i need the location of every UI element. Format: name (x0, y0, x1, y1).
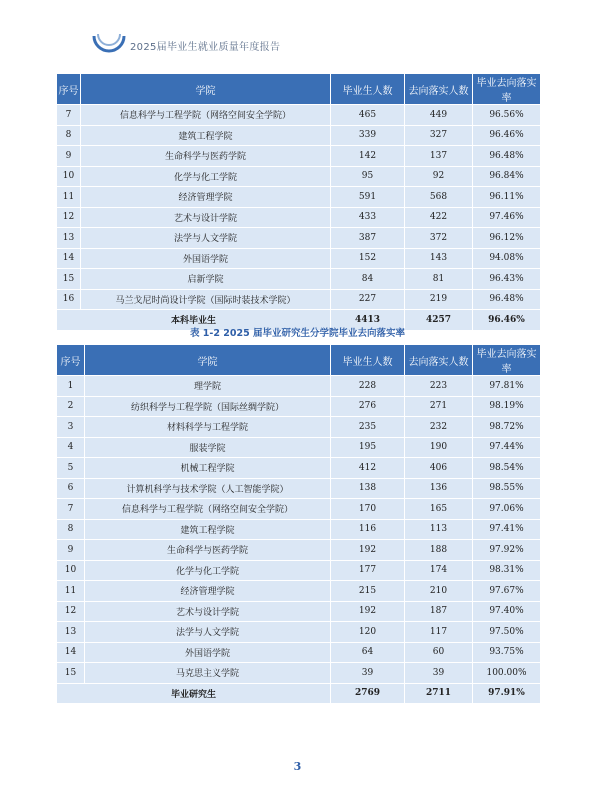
cell-graduates: 465 (331, 105, 405, 126)
cell-college: 纺织科学与工程学院（国际丝绸学院） (85, 396, 331, 417)
cell-placed: 136 (405, 478, 473, 499)
cell-index: 2 (57, 396, 85, 417)
table-row (57, 396, 541, 417)
table-caption: 表 1-2 2025 届毕业研究生分学院毕业去向落实率 (189, 328, 406, 339)
table-row (57, 417, 541, 438)
cell-college: 信息科学与工程学院（网络空间安全学院） (85, 499, 331, 520)
cell-rate: 93.75% (473, 642, 541, 663)
table-header-row (57, 74, 541, 105)
cell-graduates: 228 (331, 376, 405, 397)
table-row (57, 540, 541, 561)
cell-college: 艺术与设计学院 (81, 207, 331, 228)
table-row (57, 478, 541, 499)
cell-placed: 174 (405, 560, 473, 581)
cell-rate: 96.48% (473, 289, 541, 310)
cell-college: 艺术与设计学院 (85, 601, 331, 622)
cell-rate: 96.84% (473, 166, 541, 187)
table-row (57, 187, 541, 208)
cell-rate: 98.19% (473, 396, 541, 417)
total-placed: 4257 (405, 310, 473, 331)
cell-rate: 97.06% (473, 499, 541, 520)
table-row (57, 642, 541, 663)
cell-college: 计算机科学与技术学院（人工智能学院） (85, 478, 331, 499)
cell-rate: 97.81% (473, 376, 541, 397)
cell-index: 9 (57, 540, 85, 561)
cell-rate: 96.56% (473, 105, 541, 126)
table-row (57, 601, 541, 622)
cell-rate: 94.08% (473, 248, 541, 269)
total-graduates: 4413 (331, 310, 405, 331)
cell-placed: 406 (405, 458, 473, 479)
cell-college: 建筑工程学院 (81, 125, 331, 146)
cell-index: 11 (57, 187, 81, 208)
cell-rate: 97.67% (473, 581, 541, 602)
cell-graduates: 39 (331, 663, 405, 684)
cell-college: 化学与化工学院 (85, 560, 331, 581)
page-number: 3 (293, 760, 302, 773)
undergraduate-table (56, 73, 541, 331)
table-row (57, 663, 541, 684)
cell-placed: 113 (405, 519, 473, 540)
cell-college: 生命科学与医药学院 (85, 540, 331, 561)
total-graduates: 2769 (331, 683, 405, 704)
cell-placed: 422 (405, 207, 473, 228)
cell-index: 10 (57, 166, 81, 187)
table-row (57, 519, 541, 540)
cell-college: 信息科学与工程学院（网络空间安全学院） (81, 105, 331, 126)
cell-index: 5 (57, 458, 85, 479)
cell-rate: 97.50% (473, 622, 541, 643)
cell-graduates: 339 (331, 125, 405, 146)
cell-index: 4 (57, 437, 85, 458)
cell-placed: 81 (405, 269, 473, 290)
cell-college: 经济管理学院 (85, 581, 331, 602)
cell-college: 马兰戈尼时尚设计学院（国际时装技术学院） (81, 289, 331, 310)
cell-graduates: 591 (331, 187, 405, 208)
cell-rate: 98.31% (473, 560, 541, 581)
cell-placed: 372 (405, 228, 473, 249)
cell-index: 16 (57, 289, 81, 310)
table-row (57, 248, 541, 269)
cell-placed: 568 (405, 187, 473, 208)
cell-college: 法学与人文学院 (85, 622, 331, 643)
col-header-college: 学院 (81, 74, 331, 105)
cell-rate: 97.41% (473, 519, 541, 540)
table-row (57, 289, 541, 310)
cell-graduates: 116 (331, 519, 405, 540)
total-label: 本科毕业生 (57, 310, 331, 331)
cell-index: 15 (57, 269, 81, 290)
cell-rate: 97.46% (473, 207, 541, 228)
university-logo-icon (92, 30, 126, 54)
cell-index: 7 (57, 499, 85, 520)
cell-placed: 223 (405, 376, 473, 397)
cell-graduates: 276 (331, 396, 405, 417)
cell-college: 外国语学院 (81, 248, 331, 269)
table-row (57, 560, 541, 581)
cell-placed: 117 (405, 622, 473, 643)
table-row (57, 228, 541, 249)
cell-graduates: 138 (331, 478, 405, 499)
cell-rate: 96.48% (473, 146, 541, 167)
cell-rate: 96.46% (473, 125, 541, 146)
cell-index: 3 (57, 417, 85, 438)
cell-graduates: 84 (331, 269, 405, 290)
cell-index: 14 (57, 248, 81, 269)
cell-graduates: 120 (331, 622, 405, 643)
col-header-rate: 毕业去向落实率 (473, 74, 541, 105)
cell-college: 马克思主义学院 (85, 663, 331, 684)
cell-placed: 232 (405, 417, 473, 438)
cell-graduates: 412 (331, 458, 405, 479)
cell-index: 7 (57, 105, 81, 126)
cell-rate: 100.00% (473, 663, 541, 684)
total-label: 毕业研究生 (57, 683, 331, 704)
total-rate: 96.46% (473, 310, 541, 331)
cell-index: 1 (57, 376, 85, 397)
table-row (57, 166, 541, 187)
cell-graduates: 152 (331, 248, 405, 269)
cell-college: 机械工程学院 (85, 458, 331, 479)
cell-graduates: 195 (331, 437, 405, 458)
cell-graduates: 64 (331, 642, 405, 663)
cell-placed: 187 (405, 601, 473, 622)
cell-rate: 96.12% (473, 228, 541, 249)
cell-rate: 97.44% (473, 437, 541, 458)
cell-rate: 96.43% (473, 269, 541, 290)
table-row (57, 376, 541, 397)
cell-graduates: 192 (331, 601, 405, 622)
cell-index: 13 (57, 228, 81, 249)
cell-graduates: 387 (331, 228, 405, 249)
cell-graduates: 192 (331, 540, 405, 561)
cell-index: 8 (57, 519, 85, 540)
cell-index: 14 (57, 642, 85, 663)
cell-index: 11 (57, 581, 85, 602)
page-header (0, 0, 595, 62)
cell-graduates: 170 (331, 499, 405, 520)
cell-graduates: 142 (331, 146, 405, 167)
cell-index: 13 (57, 622, 85, 643)
table-row (57, 146, 541, 167)
cell-college: 服装学院 (85, 437, 331, 458)
cell-index: 10 (57, 560, 85, 581)
col-header-index: 序号 (57, 74, 81, 105)
cell-rate: 96.11% (473, 187, 541, 208)
total-placed: 2711 (405, 683, 473, 704)
cell-graduates: 177 (331, 560, 405, 581)
cell-college: 法学与人文学院 (81, 228, 331, 249)
table-row (57, 269, 541, 290)
table-row (57, 125, 541, 146)
col-header-placed: 去向落实人数 (405, 345, 473, 376)
cell-placed: 137 (405, 146, 473, 167)
report-title: 2025届毕业生就业质量年度报告 (130, 42, 281, 53)
cell-graduates: 215 (331, 581, 405, 602)
cell-graduates: 227 (331, 289, 405, 310)
cell-placed: 449 (405, 105, 473, 126)
table-row (57, 105, 541, 126)
cell-graduates: 95 (331, 166, 405, 187)
cell-college: 化学与化工学院 (81, 166, 331, 187)
cell-college: 材料科学与工程学院 (85, 417, 331, 438)
cell-placed: 327 (405, 125, 473, 146)
cell-rate: 98.55% (473, 478, 541, 499)
cell-college: 生命科学与医药学院 (81, 146, 331, 167)
cell-placed: 271 (405, 396, 473, 417)
cell-rate: 98.72% (473, 417, 541, 438)
cell-college: 理学院 (85, 376, 331, 397)
cell-college: 启新学院 (81, 269, 331, 290)
cell-placed: 190 (405, 437, 473, 458)
col-header-index: 序号 (57, 345, 85, 376)
table-row (57, 581, 541, 602)
cell-placed: 39 (405, 663, 473, 684)
cell-index: 6 (57, 478, 85, 499)
col-header-graduates: 毕业生人数 (331, 74, 405, 105)
total-row (57, 683, 541, 704)
cell-placed: 219 (405, 289, 473, 310)
col-header-rate: 毕业去向落实率 (473, 345, 541, 376)
col-header-college: 学院 (85, 345, 331, 376)
cell-rate: 97.40% (473, 601, 541, 622)
table-row (57, 499, 541, 520)
table-header-row (57, 345, 541, 376)
cell-college: 建筑工程学院 (85, 519, 331, 540)
col-header-graduates: 毕业生人数 (331, 345, 405, 376)
cell-placed: 165 (405, 499, 473, 520)
col-header-placed: 去向落实人数 (405, 74, 473, 105)
table-row (57, 207, 541, 228)
cell-rate: 97.92% (473, 540, 541, 561)
cell-placed: 60 (405, 642, 473, 663)
cell-graduates: 235 (331, 417, 405, 438)
cell-index: 12 (57, 601, 85, 622)
cell-index: 9 (57, 146, 81, 167)
cell-placed: 92 (405, 166, 473, 187)
cell-college: 经济管理学院 (81, 187, 331, 208)
total-rate: 97.91% (473, 683, 541, 704)
cell-graduates: 433 (331, 207, 405, 228)
cell-index: 12 (57, 207, 81, 228)
table-row (57, 458, 541, 479)
cell-college: 外国语学院 (85, 642, 331, 663)
cell-index: 15 (57, 663, 85, 684)
table-row (57, 622, 541, 643)
cell-placed: 188 (405, 540, 473, 561)
cell-placed: 143 (405, 248, 473, 269)
table-row (57, 437, 541, 458)
cell-index: 8 (57, 125, 81, 146)
cell-placed: 210 (405, 581, 473, 602)
graduate-student-table (56, 344, 541, 704)
cell-rate: 98.54% (473, 458, 541, 479)
